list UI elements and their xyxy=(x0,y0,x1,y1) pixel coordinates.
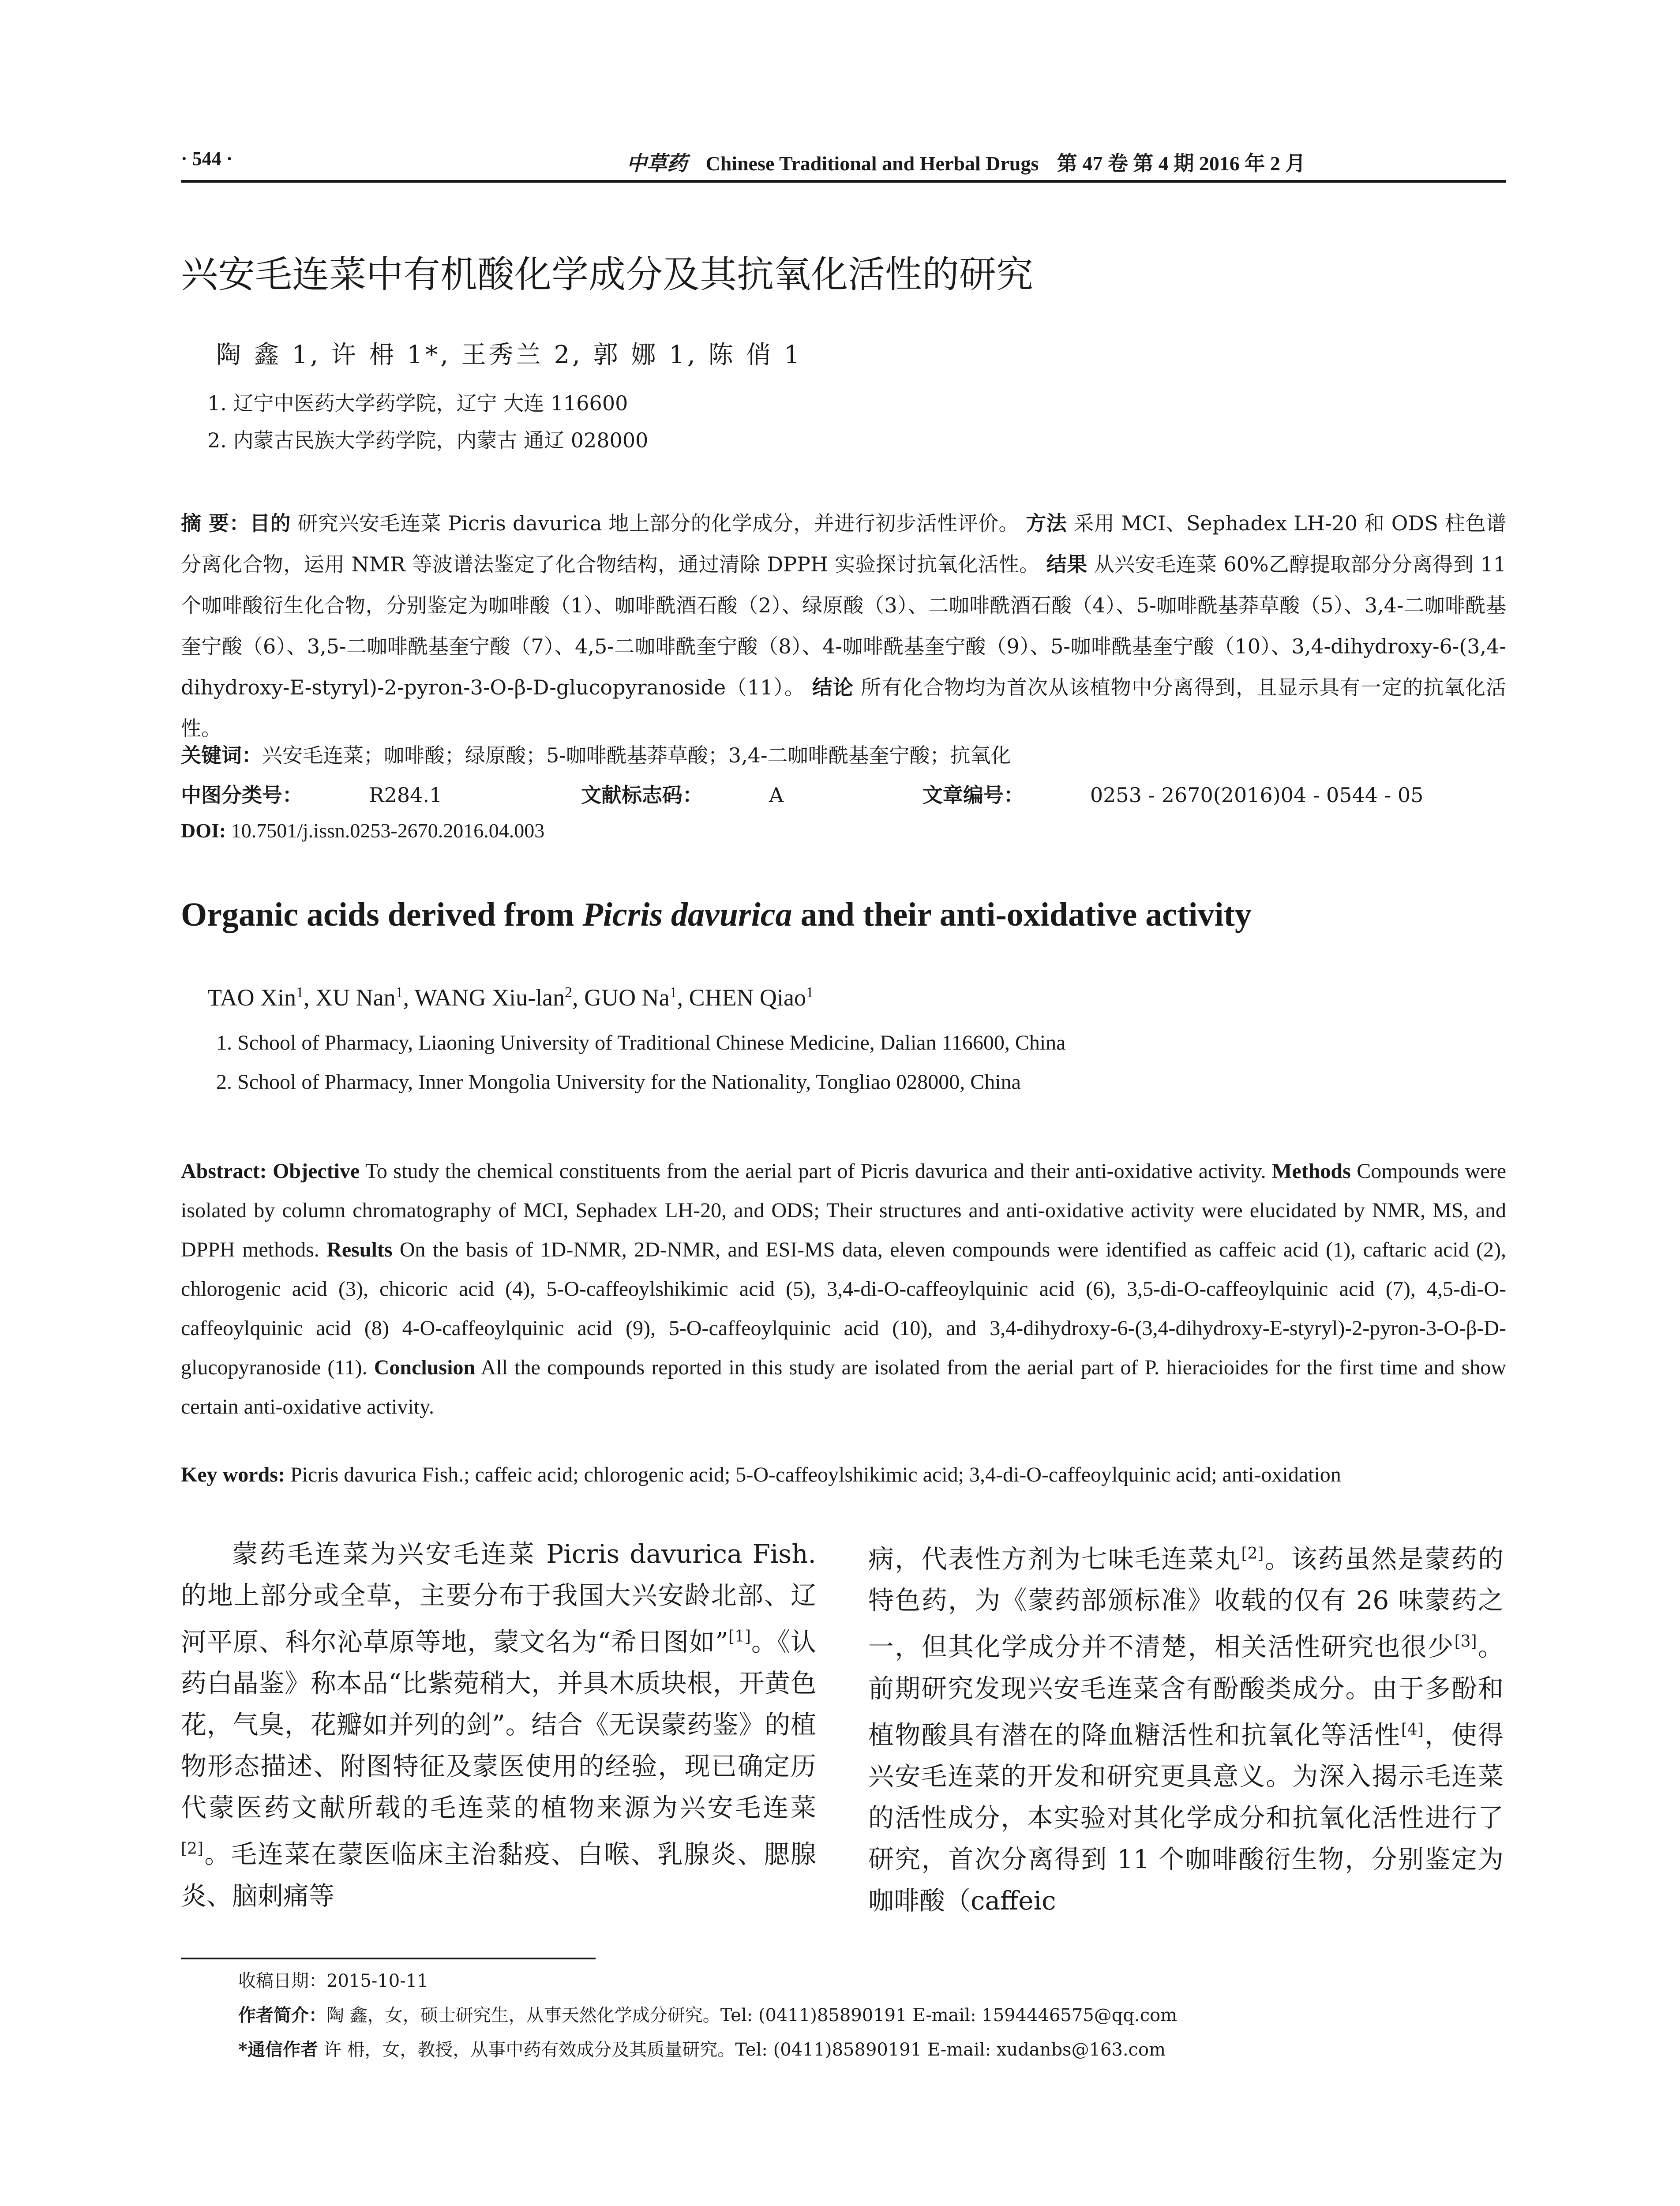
author-name: GUO Na xyxy=(584,984,670,1011)
english-affiliation-2: 2. School of Pharmacy, Inner Mongolia University for the Nationality, Tongliao 028000, China xyxy=(216,1070,1021,1094)
english-title-part-2: and their anti-oxidative activity xyxy=(792,896,1252,933)
doi-line xyxy=(181,819,544,842)
keywords-label: 关键词： xyxy=(181,743,262,767)
author-name: WANG Xiu-lan xyxy=(414,984,565,1011)
doi-label: DOI: xyxy=(181,819,226,842)
author-name: TAO Xin xyxy=(207,984,296,1011)
classification-line xyxy=(181,779,1556,808)
doc-code: A xyxy=(769,783,784,807)
author-sup: 1 xyxy=(806,984,814,1001)
en-results: On the basis of 1D-NMR, 2D-NMR, and ESI-MS data, eleven compounds were identified as caffeic acid (1), caftaric acid (2), chlorogenic acid (3), chicoric acid (4), 5-O-caffeoylshikimic acid (5), 3,4-di-O-caffeoylquinic acid (6), 3,5-di-O-caffeoylquinic acid (7), 4,5-di-O-caffeoylquinic acid (8) 4-O-caffeoylquinic acid (9), 5-O-caffeoylquinic acid (10), and 3,4-dihydroxy-6-(3,4-dihydroxy-E-styryl)-2-pyron-3-O-β-D-glucopyranoside (11). xyxy=(181,1238,1507,1379)
chinese-abstract xyxy=(181,503,1506,749)
doi-link[interactable]: 10.7501/j.issn.0253-2670.2016.04.003 xyxy=(231,819,545,842)
chinese-authors: 陶 鑫 1, 许 枏 1*, 王秀兰 2, 郭 娜 1, 陈 俏 1 xyxy=(216,341,802,369)
footnote-bio-label: 作者简介： xyxy=(238,2005,326,2026)
en-objective: To study the chemical constituents from the aerial part of Picris davurica and their anti-oxidative activity. xyxy=(365,1159,1266,1183)
class-label: 中图分类号： xyxy=(181,783,303,807)
journal-info xyxy=(626,147,1305,176)
footnote-received: 收稿日期：2015-10-11 xyxy=(238,1971,428,1991)
doc-code-label: 文献标志码： xyxy=(581,783,703,807)
abstract-objective: 研究兴安毛连菜 Picris davurica 地上部分的化学成分，并进行初步活性评价。 xyxy=(297,511,1020,535)
english-abstract xyxy=(181,1152,1506,1426)
body-text: ，使得兴安毛连菜的开发和研究更具意义。为深入揭示毛连菜的活性成分，本实验对其化学成分和抗氧化活性进行了研究，首次分离得到 11 个咖啡酸衍生物，分别鉴定为咖啡酸（caffeic xyxy=(868,1719,1504,1916)
footnote-divider xyxy=(181,1958,596,1959)
english-keywords xyxy=(181,1463,1341,1487)
abstract-results: 从兴安毛连菜 60%乙醇提取部分分离得到 11 个咖啡酸衍生化合物，分别鉴定为咖啡酸（1）、咖啡酰酒石酸（2）、绿原酸（3）、二咖啡酰酒石酸（4）、5-咖啡酰基莽草酸（5）、3,4-二咖啡酰基奎宁酸（6）、3,5-二咖啡酰基奎宁酸（7）、4,5-二咖啡酰奎宁酸（8）、4-咖啡酰基奎宁酸（9）、5-咖啡酰基奎宁酸（10）、3,4-dihydroxy-6-(3,4-dihydroxy-E-styryl)-2-pyron-3-O-β-D-glucopyranoside（11）。 xyxy=(181,552,1507,699)
citation-ref[interactable]: [4] xyxy=(1401,1720,1424,1739)
body-text: 。《认药白晶鉴》称本品“比紫菀稍大，并具木质块根，开黄色花，气臭，花瓣如并列的剑”。结合《无误蒙药鉴》的植物形态描述、附图特征及蒙医使用的经验，现已确定历代蒙医药文献所载的毛连菜的植物来源为兴安毛连菜 xyxy=(181,1627,816,1823)
chinese-affiliation-2: 2. 内蒙古民族大学药学院，内蒙古 通辽 028000 xyxy=(207,428,649,452)
english-title-part-1: Organic acids derived from xyxy=(181,896,583,933)
citation-ref[interactable]: [2] xyxy=(181,1840,203,1858)
english-authors: TAO Xin$^1$, XU Nan$^1$, WANG Xiu-lan$^2$, GUO Na$^1$, CHEN Qiao$^1$ xyxy=(207,984,814,1011)
body-text: 病，代表性方剂为七味毛连菜丸 xyxy=(868,1544,1241,1574)
article-number-label: 文章编号： xyxy=(922,783,1024,807)
en-objective-label: Abstract: Objective xyxy=(181,1159,360,1183)
en-conclusion: All the compounds reported in this study are isolated from the aerial part of P. hieracioides for the first time and show certain anti-oxidative activity. xyxy=(181,1356,1506,1418)
citation-ref[interactable]: [3] xyxy=(1454,1632,1477,1651)
author-name: CHEN Qiao xyxy=(689,984,806,1011)
citation-ref[interactable]: [1] xyxy=(728,1628,751,1646)
body-column-left xyxy=(181,1533,816,1917)
author-sup: 1 xyxy=(296,984,304,1001)
footnote-author-bio xyxy=(238,2001,1177,2026)
abstract-methods: 采用 MCI、Sephadex LH-20 和 ODS 柱色谱分离化合物，运用 NMR 等波谱法鉴定了化合物结构，通过清除 DPPH 实验探讨抗氧化活性。 xyxy=(181,511,1507,576)
page-number: · 544 · xyxy=(181,148,233,169)
chinese-keywords xyxy=(181,739,1011,769)
journal-name-cn: 中草药 xyxy=(626,152,687,175)
en-keywords-label: Key words: xyxy=(181,1463,285,1486)
en-conclusion-label: Conclusion xyxy=(374,1356,476,1379)
chinese-affiliation-1: 1. 辽宁中医药大学药学院，辽宁 大连 116600 xyxy=(207,391,628,415)
abstract-objective-label: 摘 要：目的 xyxy=(181,511,291,535)
abstract-methods-label: 方法 xyxy=(1026,511,1067,535)
chinese-title: 兴安毛连菜中有机酸化学成分及其抗氧化活性的研究 xyxy=(181,253,1034,296)
body-text: 蒙药毛连菜为兴安毛连菜 Picris davurica Fish. 的地上部分或全草，主要分布于我国大兴安龄北部、辽河平原、科尔沁草原等地，蒙文名为“希日图如” xyxy=(181,1539,816,1657)
english-title xyxy=(181,896,1252,934)
author-name: XU Nan xyxy=(315,984,396,1011)
author-sup: 1 xyxy=(395,984,403,1001)
body-text: 。该药虽然是蒙药的特色药，为《蒙药部颁标准》收载的仅有 26 味蒙药之一，但其化学成分并不清楚，相关活性研究也很少 xyxy=(868,1544,1504,1662)
journal-name-en: Chinese Traditional and Herbal Drugs xyxy=(705,152,1039,175)
class-number: R284.1 xyxy=(369,783,442,807)
citation-ref[interactable]: [2] xyxy=(1241,1545,1264,1563)
body-text: 。毛连菜在蒙医临床主治黏疫、白喉、乳腺炎、腮腺炎、脑刺痛等 xyxy=(181,1839,816,1911)
running-header xyxy=(181,140,1506,183)
abstract-conclusion-label: 结论 xyxy=(812,675,854,699)
author-sup: 1 xyxy=(669,984,677,1001)
footnote-bio-text: 陶 鑫，女，硕士研究生，从事天然化学成分研究。Tel: (0411)85890191 E-mail: 1594446575@qq.com xyxy=(326,2005,1178,2026)
en-methods: Compounds were isolated by column chromatography of MCI, Sephadex LH-20, and ODS; Their structures and anti-oxidative activity were elucidated by NMR, MS, and DPPH methods. xyxy=(181,1159,1506,1261)
english-title-species: Picris davurica xyxy=(582,896,792,933)
journal-issue: 第 47 卷 第 4 期 2016 年 2 月 xyxy=(1057,152,1306,175)
en-results-label: Results xyxy=(326,1238,393,1261)
abstract-conclusion: 所有化合物均为首次从该植物中分离得到，且显示具有一定的抗氧化活性。 xyxy=(181,675,1507,740)
article-number: 0253 - 2670(2016)04 - 0544 - 05 xyxy=(1090,783,1424,807)
en-keywords-text: Picris davurica Fish.; caffeic acid; chlorogenic acid; 5-O-caffeoylshikimic acid; 3,4-di-O-caffeoylquinic acid; anti-oxidation xyxy=(290,1463,1341,1486)
abstract-results-label: 结果 xyxy=(1046,552,1088,576)
keywords-text: 兴安毛连菜；咖啡酸；绿原酸；5-咖啡酰基莽草酸；3,4-二咖啡酰基奎宁酸；抗氧化 xyxy=(262,743,1011,767)
en-methods-label: Methods xyxy=(1272,1159,1351,1183)
author-sup: 2 xyxy=(565,984,573,1001)
footnote-corr-text: 许 枏，女，教授，从事中药有效成分及其质量研究。Tel: (0411)85890191 E-mail: xudanbs@163.com xyxy=(323,2040,1166,2060)
english-affiliation-1: 1. School of Pharmacy, Liaoning University of Traditional Chinese Medicine, Dalian 116600, China xyxy=(216,1031,1066,1054)
footnote-corresponding xyxy=(238,2036,1166,2061)
body-text: 。前期研究发现兴安毛连菜含有酚酸类成分。由于多酚和植物酸具有潜在的降血糖活性和抗氧化等活性 xyxy=(868,1632,1504,1750)
body-column-right xyxy=(868,1533,1504,1921)
footnote-corr-label: *通信作者 xyxy=(238,2039,318,2060)
